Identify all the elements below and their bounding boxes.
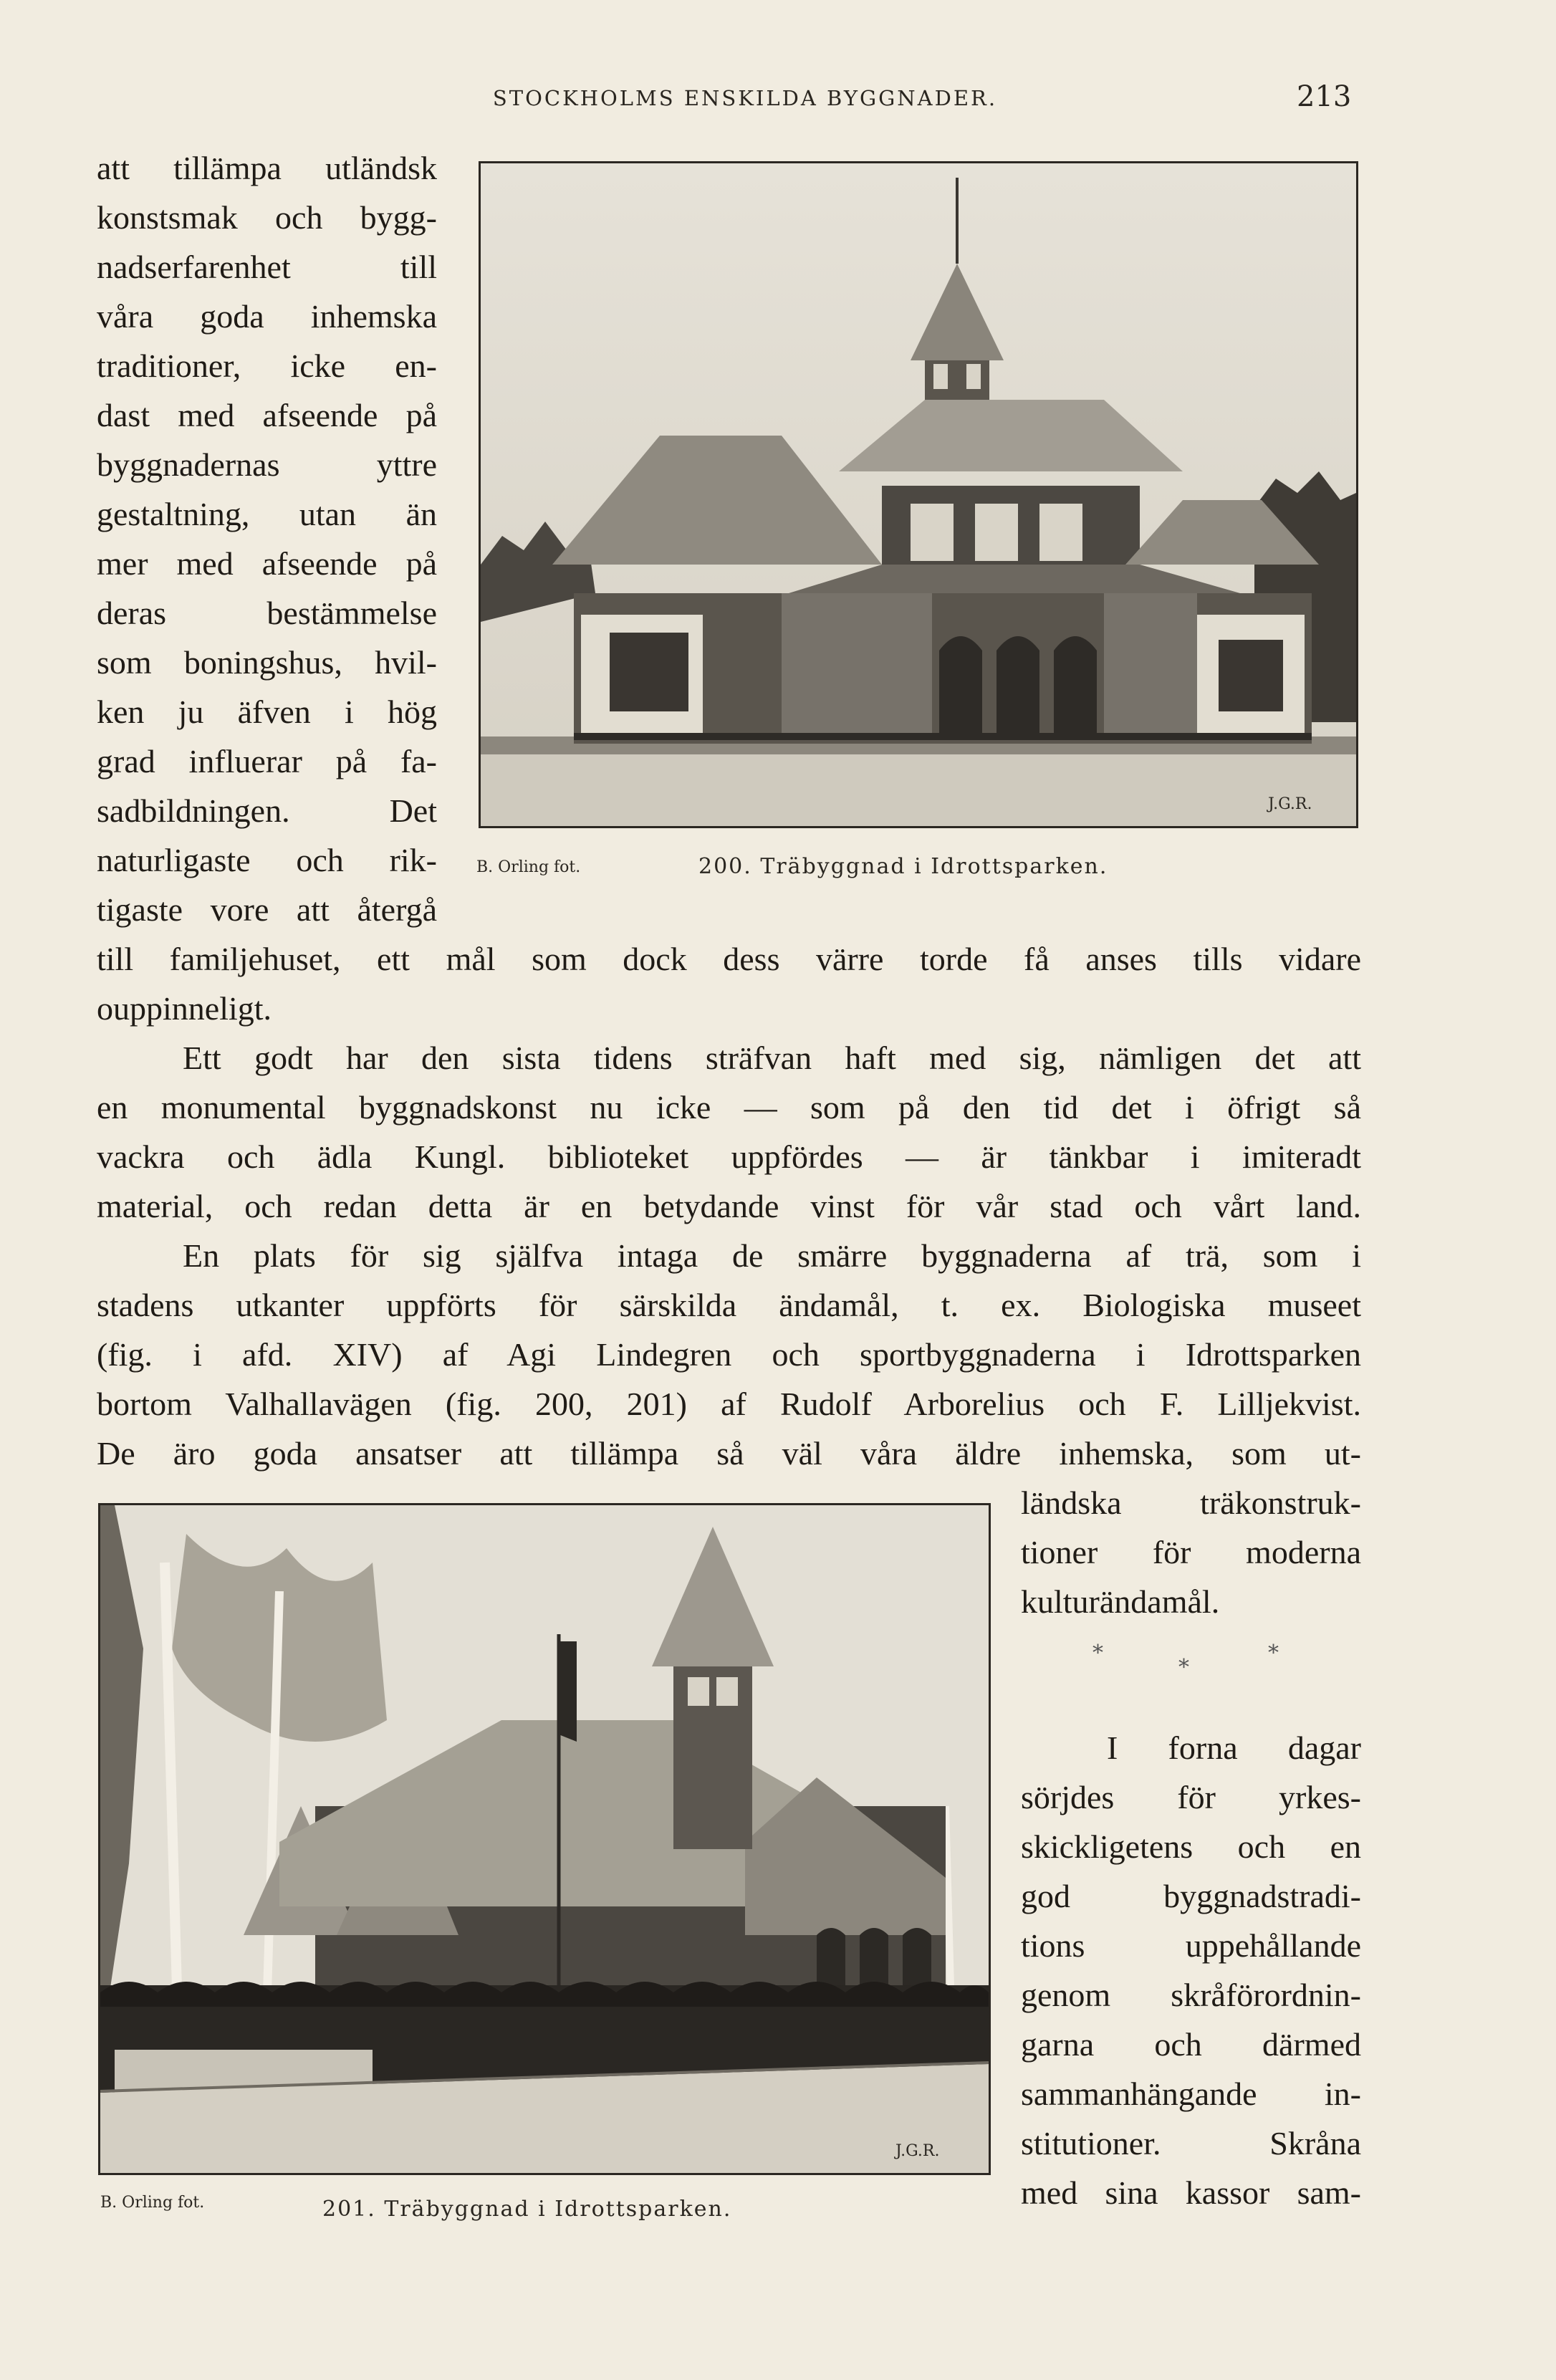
text-line: sadbildningen. Det xyxy=(97,792,437,829)
figure-201-credit: B. Orling fot. xyxy=(100,2194,205,2212)
text-line: nadserfarenhet till xyxy=(97,249,437,285)
text-line: skickligetens och en xyxy=(1021,1828,1361,1865)
text-line: sörjdes för yrkes- xyxy=(1021,1779,1361,1815)
text-line: En plats för sig själfva intaga de smärre byggnaderna af trä, som i xyxy=(183,1237,1361,1274)
text-line: sammanhängande in- xyxy=(1021,2076,1361,2112)
figure-201-photo xyxy=(98,1503,991,2175)
section-star: * xyxy=(1092,1641,1103,1666)
figure-200-photo xyxy=(479,161,1358,828)
section-star: * xyxy=(1178,1655,1189,1680)
figure-201-caption: 201. Träbyggnad i Idrottsparken. xyxy=(322,2197,732,2222)
text-line: Ett godt har den sista tidens sträfvan haft med sig, nämligen det att xyxy=(183,1040,1361,1076)
text-line: som boningshus, hvil- xyxy=(97,644,437,681)
text-line: garna och därmed xyxy=(1021,2026,1361,2063)
text-line: grad influerar på fa- xyxy=(97,743,437,779)
text-line: ländska träkonstruk- xyxy=(1021,1484,1361,1521)
text-line: (fig. i afd. XIV) af Agi Lindegren och sportbyggnaderna i Idrottsparken xyxy=(97,1336,1361,1373)
running-title: STOCKHOLMS ENSKILDA BYGGNADER. xyxy=(492,86,998,110)
text-line: god byggnadstradi- xyxy=(1021,1878,1361,1914)
text-line: I forna dagar xyxy=(1107,1729,1361,1766)
text-line: De äro goda ansatser att tillämpa så väl våra äldre inhemska, som ut- xyxy=(97,1435,1361,1472)
figure-200-credit: B. Orling fot. xyxy=(476,858,581,876)
text-line: stitutioner. Skråna xyxy=(1021,2125,1361,2161)
page-number: 213 xyxy=(1297,80,1352,113)
text-line: mer med afseende på xyxy=(97,545,437,582)
text-line: med sina kassor sam- xyxy=(1021,2174,1361,2211)
sports-hall-illustration xyxy=(100,1505,989,2173)
figure-201-signature: J.G.R. xyxy=(895,2142,940,2160)
text-line: byggnadernas yttre xyxy=(97,446,437,483)
text-line: konstsmak och bygg- xyxy=(97,199,437,236)
text-line: genom skråförordnin- xyxy=(1021,1977,1361,2013)
text-line: att tillämpa utländsk xyxy=(97,150,437,186)
text-line: traditioner, icke en- xyxy=(97,347,437,384)
text-line: vackra och ädla Kungl. biblioteket uppfördes — är tänkbar i imiteradt xyxy=(97,1138,1361,1175)
figure-200-caption: 200. Träbyggnad i Idrottsparken. xyxy=(698,854,1108,879)
text-line: ken ju äfven i hög xyxy=(97,694,437,730)
text-line: ouppinneligt. xyxy=(97,990,272,1027)
text-line: kulturändamål. xyxy=(1021,1583,1220,1620)
text-line: gestaltning, utan än xyxy=(97,496,437,532)
text-line: naturligaste och rik- xyxy=(97,842,437,878)
text-line: våra goda inhemska xyxy=(97,298,437,335)
text-line: deras bestämmelse xyxy=(97,595,437,631)
text-line: till familjehuset, ett mål som dock dess värre torde få anses tills vidare xyxy=(97,941,1361,977)
text-line: dast med afseende på xyxy=(97,397,437,433)
text-line: stadens utkanter uppförts för särskilda ändamål, t. ex. Biologiska museet xyxy=(97,1287,1361,1323)
text-line: en monumental byggnadskonst nu icke — som på den tid det i öfrigt så xyxy=(97,1089,1361,1126)
text-line: tigaste vore att återgå xyxy=(97,891,437,928)
figure-200-signature: J.G.R. xyxy=(1268,795,1312,813)
text-line: bortom Valhallavägen (fig. 200, 201) af Rudolf Arborelius och F. Lilljekvist. xyxy=(97,1386,1361,1422)
pavilion-illustration xyxy=(481,163,1356,826)
section-star: * xyxy=(1268,1641,1279,1666)
text-line: material, och redan detta är en betydande vinst för vår stad och vårt land. xyxy=(97,1188,1361,1224)
text-line: tioner för moderna xyxy=(1021,1534,1361,1570)
text-line: tions uppehållande xyxy=(1021,1927,1361,1964)
